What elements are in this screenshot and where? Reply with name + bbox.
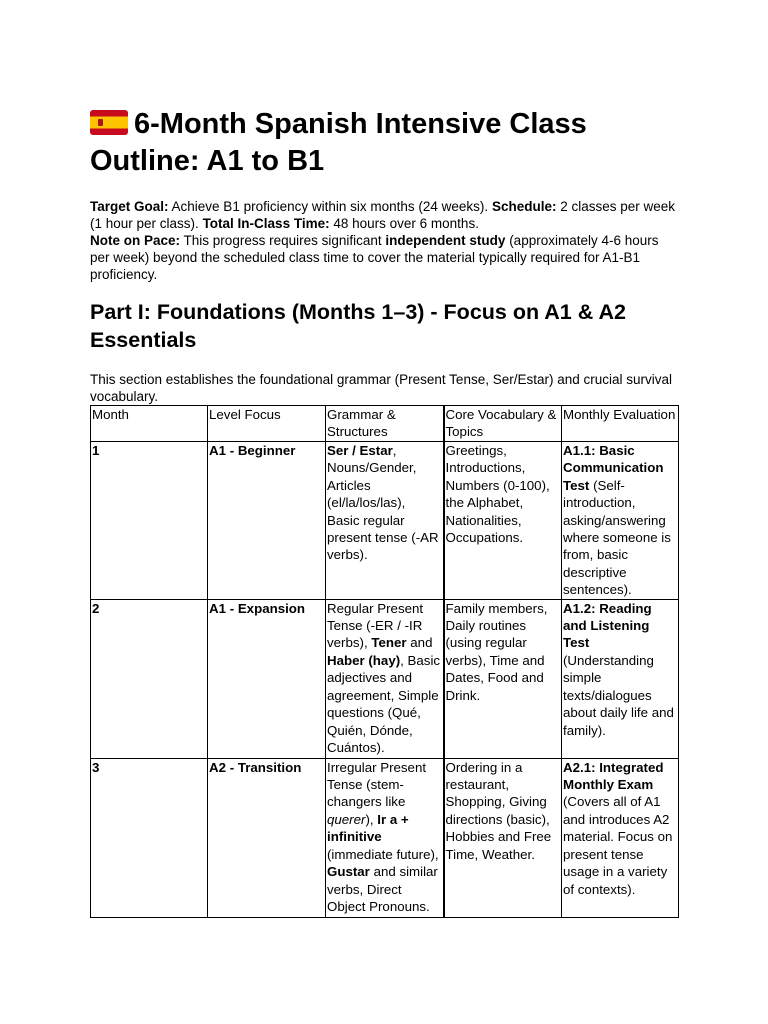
level-cell	[208, 758, 326, 917]
table-header-row	[91, 406, 679, 442]
grammar-text: (immediate future),	[327, 846, 439, 862]
grammar-italic: querer	[327, 811, 366, 827]
grammar-cell	[326, 442, 444, 600]
month-value: 2	[92, 600, 100, 616]
grammar-cell	[326, 758, 444, 917]
pace-label: Note on Pace:	[90, 233, 181, 248]
grammar-text: ),	[365, 811, 374, 827]
grammar-bold: Gustar	[327, 864, 370, 880]
target-goal-text: Achieve B1 proficiency within six months (24 weeks).	[171, 199, 489, 214]
page-title	[90, 106, 690, 180]
table-row	[91, 758, 679, 917]
page-title-text: 6-Month Spanish Intensive Class Outline: A1 to B1	[90, 108, 587, 177]
evaluation-title: A1.1: Basic Communication Test	[563, 443, 664, 493]
total-time-label: Total In-Class Time:	[202, 216, 330, 231]
column-header-month: Month	[91, 406, 208, 442]
month-value: 1	[92, 443, 100, 458]
schedule-text: 2 classes per week (1 hour per class).	[90, 199, 676, 231]
grammar-text: and	[410, 635, 433, 651]
month-cell	[91, 758, 208, 917]
total-time-text: 48 hours over 6 months.	[333, 216, 479, 231]
grammar-text: Regular Present Tense (-ER / -IR verbs),	[327, 600, 424, 651]
schedule-label: Schedule:	[491, 199, 557, 214]
evaluation-text: (Covers all of A1 and introduces A2 material. Focus on present tense usage in a variety of contexts).	[563, 794, 673, 897]
grammar-text: , Nouns/Gender, Articles (el/la/los/las), Basic regular present tense (-AR verbs).	[327, 443, 439, 563]
grammar-bold: Ser / Estar	[327, 443, 393, 458]
column-header-grammar: Grammar & Structures	[326, 406, 444, 442]
spain-flag-icon	[90, 110, 128, 135]
evaluation-cell	[562, 758, 679, 917]
evaluation-title: A2.1: Integrated Monthly Exam	[563, 759, 664, 793]
level-cell	[208, 599, 326, 758]
evaluation-title: A1.2: Reading and Listening Test	[563, 600, 652, 651]
part1-heading: Part I: Foundations (Months 1–3) - Focus on A1 & A2 Essentials	[90, 300, 626, 352]
month-cell	[91, 599, 208, 758]
intro-paragraph	[90, 198, 680, 283]
grammar-bold: Ir a + infinitive	[327, 811, 409, 845]
month-cell	[91, 442, 208, 600]
evaluation-text: (Understanding simple texts/dialogues about daily life and family).	[563, 652, 674, 738]
grammar-text: , Basic adjectives and agreement, Simple questions (Qué, Quién, Dónde, Cuántos).	[327, 652, 441, 755]
level-value: A1 - Expansion	[209, 600, 306, 616]
target-goal-label: Target Goal:	[90, 199, 169, 214]
month-value: 3	[92, 759, 100, 775]
table-row	[91, 442, 679, 600]
vocab-cell: Greetings, Introductions, Numbers (0-100), the Alphabet, Nationalities, Occupations.	[444, 442, 562, 600]
part1-description: This section establishes the foundational grammar (Present Tense, Ser/Estar) and crucial survival vocabulary.	[90, 372, 673, 404]
pace-bold-text: independent study	[385, 233, 506, 248]
column-header-vocab: Core Vocabulary & Topics	[444, 406, 562, 442]
vocab-cell: Ordering in a restaurant, Shopping, Giving directions (basic), Hobbies and Free Time, Weather.	[444, 758, 562, 917]
table-row	[91, 599, 679, 758]
grammar-bold: Tener	[371, 635, 407, 651]
grammar-bold: Haber (hay)	[327, 652, 401, 668]
grammar-cell	[326, 599, 444, 758]
pace-text-rest: (approximately 4-6 hours per week) beyond the scheduled class time to cover the material typically required for A1-B1 proficiency.	[90, 233, 659, 282]
column-header-evaluation: Monthly Evaluation	[562, 406, 679, 442]
evaluation-cell	[562, 599, 679, 758]
level-cell	[208, 442, 326, 600]
level-value: A1 - Beginner	[209, 443, 296, 458]
column-header-level: Level Focus	[208, 406, 326, 442]
vocab-cell: Family members, Daily routines (using regular verbs), Time and Dates, Food and Drink.	[444, 599, 562, 758]
evaluation-text: (Self-introduction, asking/answering where someone is from, basic descriptive sentences).	[563, 477, 671, 598]
curriculum-table	[90, 405, 679, 918]
pace-text: This progress requires significant	[183, 233, 382, 248]
grammar-text: and similar verbs, Direct Object Pronouns.	[327, 864, 438, 914]
grammar-text: Irregular Present Tense (stem-changers like	[327, 759, 427, 810]
evaluation-cell	[562, 442, 679, 600]
level-value: A2 - Transition	[209, 759, 302, 775]
